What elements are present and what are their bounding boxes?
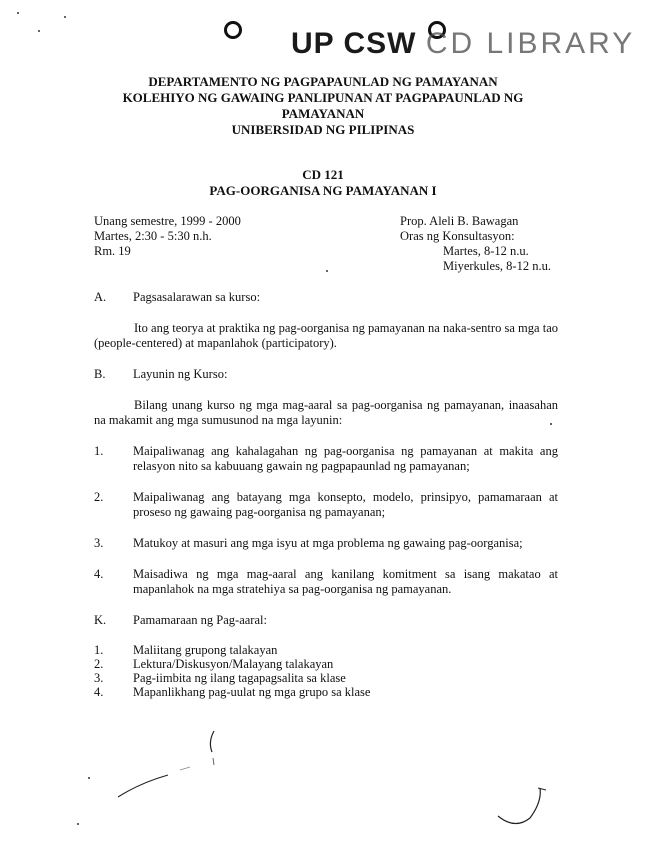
method-number: 2. (94, 657, 104, 671)
section-a-letter: A. (94, 290, 107, 304)
pen-stroke-right (498, 788, 540, 824)
objective-text: Maipaliwanag ang batayang mga konsepto, modelo, prinsipyo, pamamaraan at proseso ng gawaing pag-oorganisa ng pamayanan; (133, 490, 558, 519)
stray-paren-mark (210, 731, 214, 752)
consultation-time-1: Martes, 8-12 n.u. (443, 244, 529, 258)
section-k-letter: K. (94, 613, 107, 627)
section-k-title: Pamamaraan ng Pag-aaral: (133, 613, 267, 627)
section-b-title: Layunin ng Kurso: (133, 367, 228, 381)
scan-speck (17, 12, 19, 14)
section-b-intro: Bilang unang kurso ng mga mag-aaral sa pag-oorganisa ng pamayanan, inaasahan na makamit ang mga sumusunod na mga layunin: (94, 398, 558, 427)
course-code: CD 121 (302, 167, 344, 182)
objective-text: Maisadiwa ng mga mag-aaral ang kanilang komitment sa isang makatao at mapanlahok na mga stratehiya sa pag-oorganisa ng pamayanan. (133, 567, 558, 596)
class-schedule: Martes, 2:30 - 5:30 n.h. (94, 229, 212, 243)
method-text: Mapanlikhang pag-uulat ng mga grupo sa klase (133, 685, 371, 699)
semester: Unang semestre, 1999 - 2000 (94, 214, 241, 228)
scan-speck (550, 423, 552, 425)
department-heading: DEPARTAMENTO NG PAGPAPAUNLAD NG PAMAYANAN (148, 74, 498, 89)
scan-speck (326, 270, 328, 272)
pen-stroke-right-hook (538, 788, 546, 790)
pen-stroke-left (118, 775, 168, 797)
course-title: PAG-OORGANISA NG PAMAYANAN I (209, 183, 437, 198)
method-number: 1. (94, 643, 104, 657)
method-text: Maliitang grupong talakayan (133, 643, 278, 657)
method-number: 3. (94, 671, 104, 685)
section-b-letter: B. (94, 367, 106, 381)
method-number: 4. (94, 685, 104, 699)
method-text: Lektura/Diskusyon/Malayang talakayan (133, 657, 334, 671)
objective-number: 3. (94, 536, 104, 550)
college-heading: KOLEHIYO NG GAWAING PANLIPUNAN AT PAGPAPAUNLAD NG (122, 90, 524, 105)
scan-speck (77, 823, 79, 825)
consultation-label: Oras ng Konsultasyon: (400, 229, 515, 243)
scan-speck (64, 16, 66, 18)
college-heading-continued: PAMAYANAN (281, 106, 365, 121)
section-a-title: Pagsasalarawan sa kurso: (133, 290, 261, 304)
objective-number: 4. (94, 567, 104, 581)
professor-name: Prop. Aleli B. Bawagan (400, 214, 519, 228)
scan-speck (88, 777, 90, 779)
library-stamp (291, 27, 635, 61)
stamp-bold-text: UP CSW (291, 27, 417, 60)
objective-text: Maipaliwanag ang kahalagahan ng pag-oorganisa ng pamayanan at makita ang relasyon nito sa kabuuang gawain ng pagpapaunlad ng pamayanan; (133, 444, 558, 473)
punch-hole-left (224, 21, 242, 39)
scan-speck (38, 30, 40, 32)
method-text: Pag-iimbita ng ilang tagapagsalita sa klase (133, 671, 346, 685)
stray-dash-mark (213, 758, 214, 765)
university-heading: UNIBERSIDAD NG PILIPINAS (231, 122, 415, 137)
consultation-time-2: Miyerkules, 8-12 n.u. (443, 259, 551, 273)
objective-text: Matukoy at masuri ang mga isyu at mga problema ng gawaing pag-oorganisa; (133, 536, 523, 550)
room: Rm. 19 (94, 244, 131, 258)
section-a-text: Ito ang teorya at praktika ng pag-oorganisa ng pamayanan na naka-sentro sa mga tao (people-centered) at mapanlahok (participatory). (94, 321, 558, 350)
pen-stroke-left-tail (180, 767, 190, 770)
objective-number: 1. (94, 444, 104, 458)
stamp-faded-text: CD LIBRARY (425, 27, 636, 60)
objective-number: 2. (94, 490, 104, 504)
